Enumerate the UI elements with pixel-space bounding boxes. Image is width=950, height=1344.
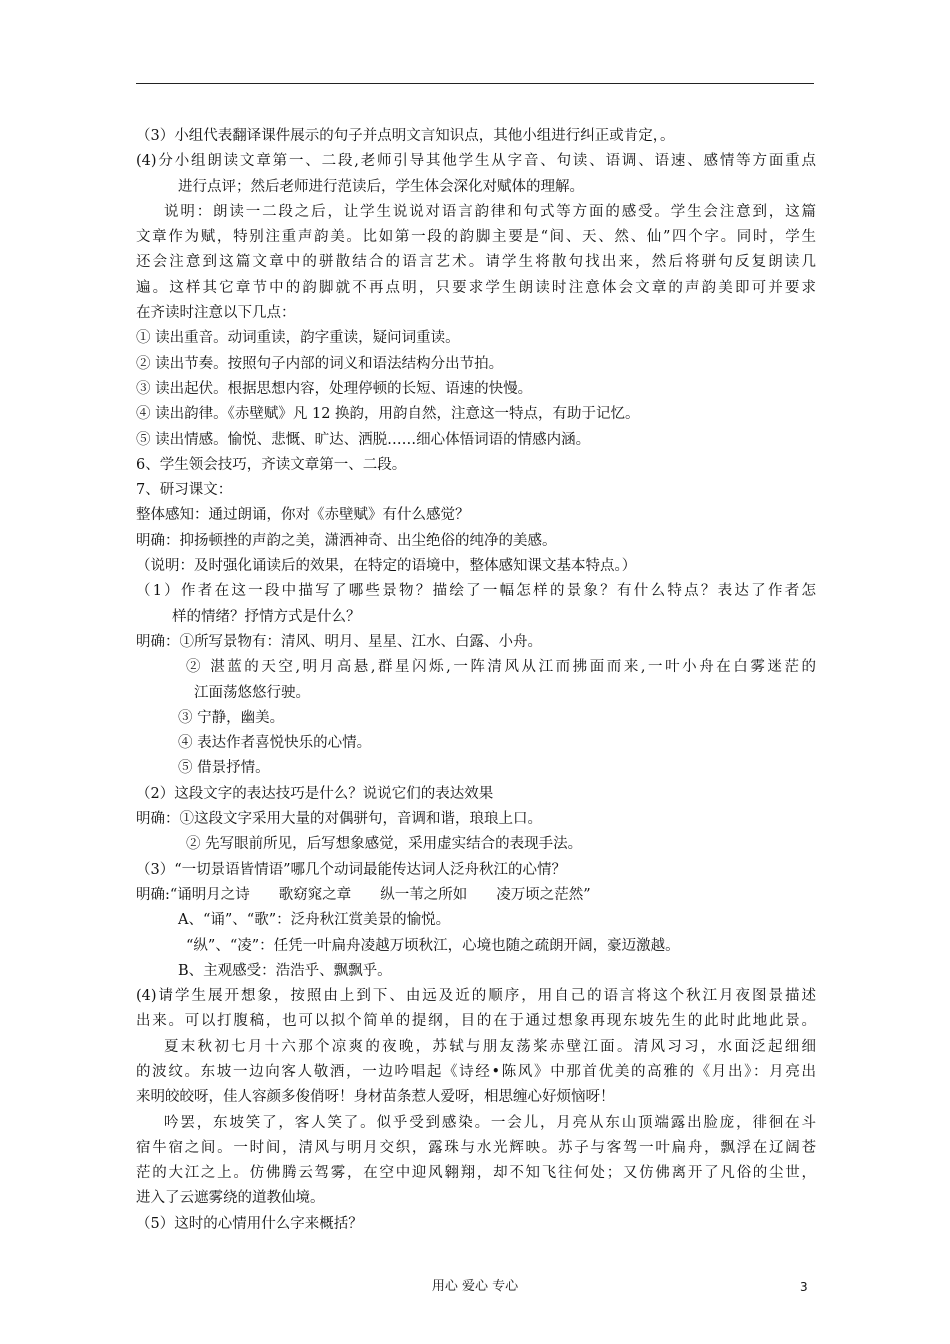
text-line: 整体感知：通过朗诵，你对《赤壁赋》有什么感觉？ bbox=[136, 507, 470, 524]
text-line: “纵”、“凌”：任凭一叶扁舟凌越万顷秋江，心境也随之疏朗开阔，豪迈激越。 bbox=[186, 937, 680, 954]
text-line: 茫的大江之上。仿佛腾云驾雾，在空中迎风翱翔，却不知飞往何处；又仿佛离开了凡俗的尘世， bbox=[136, 1165, 816, 1182]
text-line: ⑤ 读出情感。愉悦、悲慨、旷达、洒脱……细心体悟词语的情感内涵。 bbox=[136, 431, 591, 448]
text-line: 遍。这样其它章节中的韵脚就不再点明，只要求学生朗读时注意体会文章的声韵美即可并要求 bbox=[136, 279, 816, 296]
text-line: A、“诵”、“歌”：泛舟秋江赏美景的愉悦。 bbox=[178, 912, 451, 929]
text-line: ② 湛蓝的天空,明月高悬,群星闪烁,一阵清风从江而拂面而来,一叶小舟在白雾迷茫的 bbox=[186, 659, 816, 676]
text-line: 江面荡悠悠行驶。 bbox=[194, 684, 310, 701]
footer-motto: 用心 爱心 专心 bbox=[431, 1279, 519, 1294]
text-line: ① 读出重音。动词重读，韵字重读，疑问词重读。 bbox=[136, 330, 460, 347]
text-line: B、主观感受：浩浩乎、飘飘乎。 bbox=[178, 962, 392, 979]
text-line: (4)请学生展开想象，按照由上到下、由远及近的顺序，用自己的语言将这个秋江月夜图景描述 bbox=[136, 988, 816, 1005]
text-line: （3）小组代表翻译课件展示的句子并点明文言知识点，其他小组进行纠正或肯定，。 bbox=[136, 128, 675, 144]
page-number: 3 bbox=[800, 1280, 808, 1294]
text-line: ④ 读出韵律。《赤壁赋》凡 12 换韵，用韵自然，注意这一特点，有助于记忆。 bbox=[136, 406, 640, 423]
text-line: ③ 宁静，幽美。 bbox=[178, 709, 285, 726]
text-line: 还会注意到这篇文章中的骈散结合的语言艺术。请学生将散句找出来，然后将骈句反复朗读几 bbox=[136, 254, 816, 271]
text-line: （1）作者在这一段中描写了哪些景物？描绘了一幅怎样的景象？有什么特点？表达了作者怎 bbox=[136, 583, 816, 600]
text-line: 出来。可以打腹稿，也可以拟个简单的提纲，目的在于通过想象再现东坡先生的此时此地此景。 bbox=[136, 1013, 816, 1030]
text-line: 进入了云遮雾绕的道教仙境。 bbox=[136, 1190, 325, 1207]
text-line: ② 先写眼前所见，后写想象感觉，采用虚实结合的表现手法。 bbox=[186, 836, 583, 853]
document-body bbox=[136, 124, 816, 1237]
text-line: 明确:“诵明月之诗 歌窈窕之章 纵一苇之所如 凌万顷之茫然” bbox=[136, 886, 591, 903]
text-line: 的波纹。东坡一边向客人敬酒，一边吟唱起《诗经•陈风》中那首优美的高雅的《月出》：月亮出 bbox=[136, 1063, 816, 1080]
text-line: ② 读出节奏。按照句子内部的词义和语法结构分出节拍。 bbox=[136, 355, 504, 372]
text-line: （3）“一切景语皆情语”哪几个动词最能传达词人泛舟秋江的心情？ bbox=[136, 861, 567, 878]
text-line: ⑤ 借景抒情。 bbox=[178, 760, 270, 777]
text-line: 文章作为赋，特别注重声韵美。比如第一段的韵脚主要是“间、天、然、仙”四个字。同时，学生 bbox=[136, 229, 816, 246]
text-line: 明确：抑扬顿挫的声韵之美，潇洒神奇、出尘绝俗的纯净的美感。 bbox=[136, 532, 557, 549]
text-line: 宿牛宿之间。一时间，清风与明月交织，露珠与水光辉映。苏子与客驾一叶扁舟，飘浮在辽阔苍 bbox=[136, 1139, 816, 1156]
text-line: 明确：①这段文字采用大量的对偶骈句，音调和谐，琅琅上口。 bbox=[136, 811, 542, 828]
text-line: （2）这段文字的表达技巧是什么？说说它们的表达效果 bbox=[136, 785, 494, 802]
text-line: 夏末秋初七月十六那个凉爽的夜晚，苏轼与朋友荡桨赤壁江面。清风习习，水面泛起细细 bbox=[164, 1038, 816, 1055]
text-line: 在齐读时注意以下几点： bbox=[136, 305, 296, 322]
header-rule bbox=[136, 83, 814, 84]
text-line: 7、研习课文： bbox=[136, 482, 233, 499]
page-footer bbox=[0, 1277, 950, 1297]
text-line: (4)分小组朗读文章第一、二段,老师引导其他学生从字音、句读、语调、语速、感情等方面重点 bbox=[136, 153, 816, 170]
text-line: 6、学生领会技巧，齐读文章第一、二段。 bbox=[136, 456, 407, 473]
text-line: 进行点评；然后老师进行范读后，学生体会深化对赋体的理解。 bbox=[178, 178, 584, 195]
text-line: ④ 表达作者喜悦快乐的心情。 bbox=[178, 735, 372, 752]
text-line: 来明皎皎呀，佳人容颜多俊俏呀！身材苗条惹人爱呀，相思缠心好烦恼呀！ bbox=[136, 1089, 615, 1106]
text-line: 样的情绪？抒情方式是什么？ bbox=[172, 608, 361, 625]
text-line: 明确：①所写景物有：清风、明月、星星、江水、白露、小舟。 bbox=[136, 633, 542, 650]
text-line: （说明：及时强化诵读后的效果，在特定的语境中，整体感知课文基本特点。） bbox=[136, 558, 637, 575]
text-line: 说明：朗读一二段之后，让学生说说对语言韵律和句式等方面的感受。学生会注意到，这篇 bbox=[164, 203, 816, 220]
text-line: ③ 读出起伏。根据思想内容，处理停顿的长短、语速的快慢。 bbox=[136, 380, 533, 397]
text-line: 吟罢，东坡笑了，客人笑了。似乎受到感染。一会儿，月亮从东山顶端露出脸庞，徘徊在斗 bbox=[164, 1114, 816, 1131]
text-line: （5）这时的心情用什么字来概括？ bbox=[136, 1215, 363, 1232]
